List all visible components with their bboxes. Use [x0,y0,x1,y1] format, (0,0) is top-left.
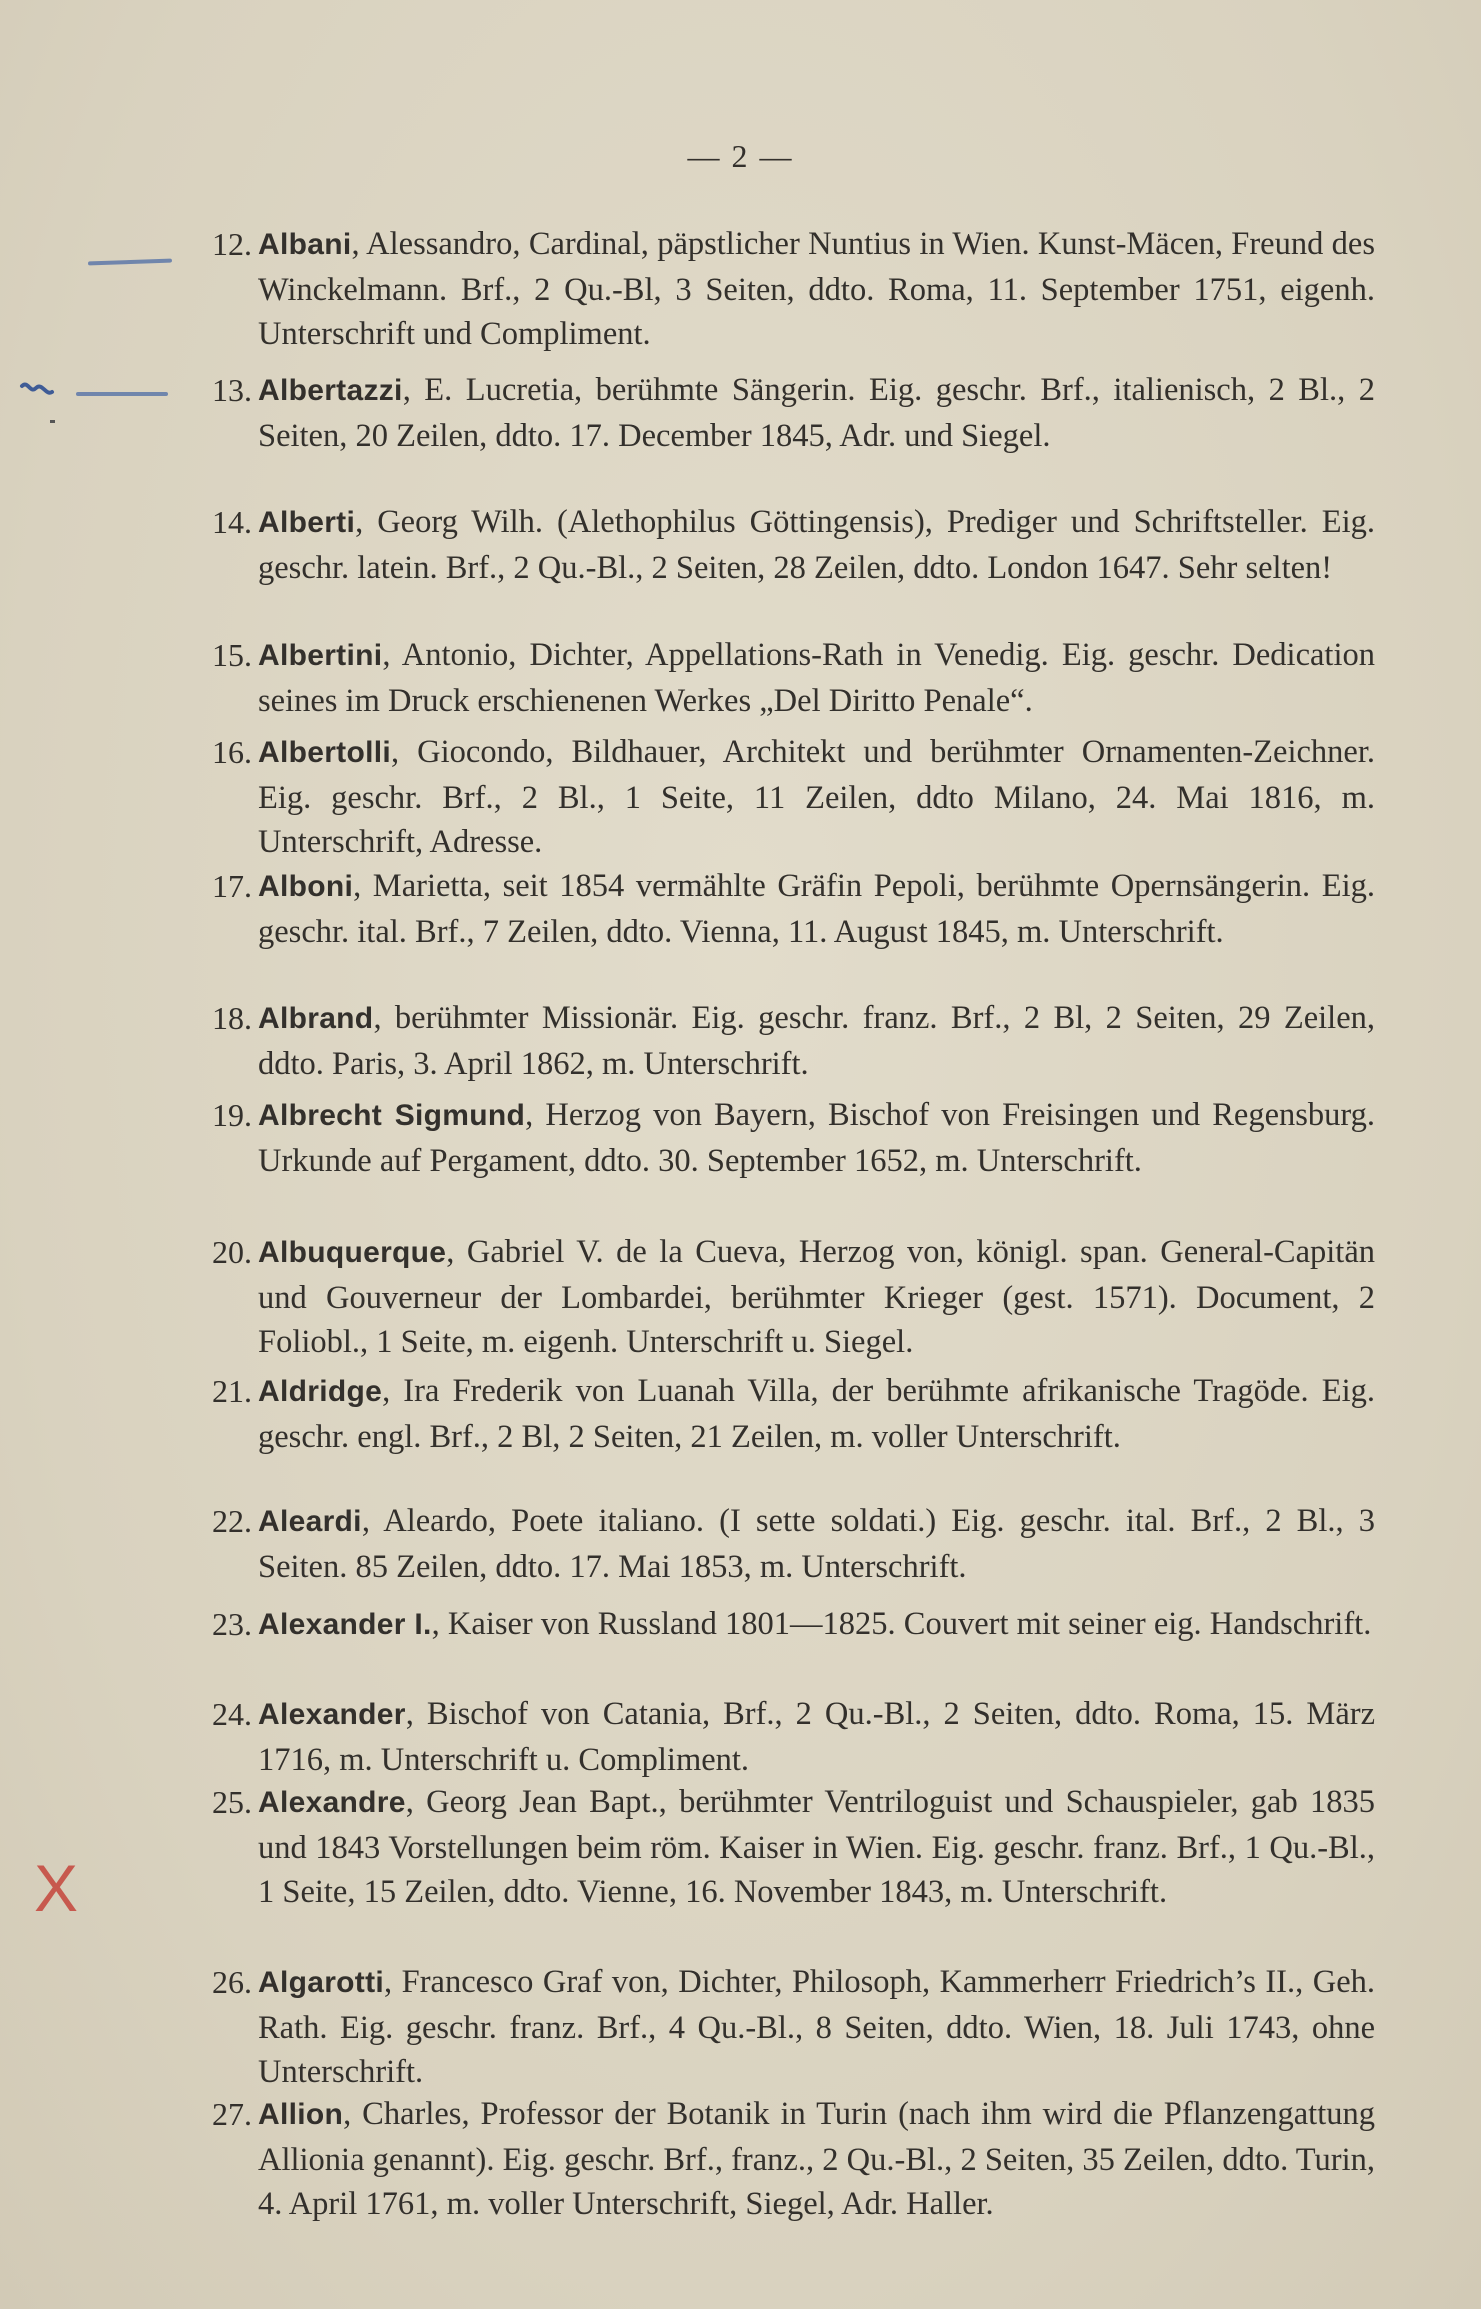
entry-text [258,730,1375,865]
entry-text [258,500,1375,590]
entry-name: Alexander I. [258,1608,432,1641]
entry-number: 17. [212,868,252,904]
entry-description: , Antonio, Dichter, Appellations-Rath in Venedig. Eig. geschr. Dedication seines im Druck erschienenen Werkes „Del Diritto Penale“. [258,637,1375,719]
entry-name: Alexander [258,1698,406,1731]
entry-name: Aldridge [258,1375,383,1408]
entry-name: Aleardi [258,1505,362,1538]
entry-name: Albertazzi [258,374,403,407]
entry-text [258,1499,1375,1589]
entry-name: Alexandre [258,1786,406,1819]
entry-name: Albertolli [258,736,392,769]
entry-text [258,2092,1375,2227]
entry-description: , Aleardo, Poete italiano. (I sette soldati.) Eig. geschr. ital. Brf., 2 Bl., 3 Seiten. 85 Zeilen, ddto. 17. Mai 1853, m. Unterschrift. [258,1503,1375,1585]
entry-number: 25. [212,1784,252,1820]
entry-text [258,1780,1375,1915]
entry-description: , Alessandro, Cardinal, päpstlicher Nuntius in Wien. Kunst-Mäcen, Freund des Winckelmann. Brf., 2 Qu.-Bl, 3 Seiten, ddto. Roma, 11. September 1751, eigenh. Unterschrift und Compliment. [258,226,1375,352]
entry-description: , E. Lucretia, berühmte Sängerin. Eig. geschr. Brf., italienisch, 2 Bl., 2 Seiten, 20 Zeilen, ddto. 17. December 1845, Adr. und Siegel. [258,372,1375,454]
entry-text [258,1692,1375,1782]
entry-text [258,633,1375,723]
entry-name: Albertini [258,639,383,672]
entry-number: 12. [212,226,252,262]
entry-number: 21. [212,1373,252,1409]
entry-description: , Francesco Graf von, Dichter, Philosoph, Kammerherr Friedrich’s II., Geh. Rath. Eig. geschr. franz. Brf., 4 Qu.-Bl., 8 Seiten, ddto. Wien, 18. Juli 1743, ohne Unterschrift. [258,1964,1375,2090]
entry-description: , Herzog von Bayern, Bischof von Freisingen und Regensburg. Urkunde auf Pergament, ddto. 30. September 1652, m. Unterschrift. [258,1097,1376,1179]
entry-name: Algarotti [258,1966,385,1999]
entry-number: 16. [212,734,252,770]
entry-text [258,1369,1375,1459]
entry-name: Allion [258,2098,344,2131]
entry-description: , Bischof von Catania, Brf., 2 Qu.-Bl., 2 Seiten, ddto. Roma, 15. März 1716, m. Unterschrift u. Compliment. [258,1696,1375,1778]
pencil-mark-12 [88,259,172,266]
page-number: — 2 — [687,138,794,174]
entry-description: , Kaiser von Russland 1801—1825. Couvert mit seiner eig. Handschrift. [431,1606,1372,1642]
entry-text [258,996,1375,1086]
entry-description: , Giocondo, Bildhauer, Architekt und berühmter Ornamenten-Zeichner. Eig. geschr. Brf., 2 Bl., 1 Seite, 11 Zeilen, ddto Milano, 24. Mai 1816, m. Unterschrift, Adresse. [258,734,1375,860]
entry-text [258,1230,1375,1365]
entry-number: 15. [212,637,252,673]
entry-name: Albani [258,228,352,261]
entry-description: , Ira Frederik von Luanah Villa, der berühmte afrikanische Tragöde. Eig. geschr. engl. Brf., 2 Bl, 2 Seiten, 21 Zeilen, m. voller Unterschrift. [258,1373,1375,1455]
entry-name: Alberti [258,506,356,539]
pencil-tick-13 [18,376,58,411]
entry-text [258,222,1375,357]
entry-description: , Georg Jean Bapt., berühmter Ventriloguist und Schauspieler, gab 1835 und 1843 Vorstellungen beim röm. Kaiser in Wien. Eig. geschr. franz. Brf., 1 Qu.-Bl., 1 Seite, 15 Zeilen, ddto. Vienne, 16. November 1843, m. Unterschrift. [258,1784,1375,1910]
entry-name: Albrecht Sigmund [258,1099,526,1132]
entry-text [258,368,1375,458]
entry-text [258,864,1375,954]
red-x-mark: X [34,1851,79,1925]
pencil-mark-13 [76,392,168,396]
entry-description: , Charles, Professor der Botanik in Turin (nach ihm wird die Pflanzengattung Allionia genannt). Eig. geschr. Brf., franz., 2 Qu.-Bl., 2 Seiten, 35 Zeilen, ddto. Turin, 4. April 1761, m. voller Unterschrift, Siegel, Adr. Haller. [258,2096,1375,2222]
entry-number: 23. [212,1606,252,1642]
pencil-dot [50,420,55,423]
entry-number: 27. [212,2096,252,2132]
entry-description: , Gabriel V. de la Cueva, Herzog von, königl. span. General-Capitän und Gouverneur der Lombardei, berühmter Krieger (gest. 1571). Document, 2 Foliobl., 1 Seite, m. eigenh. Unterschrift u. Siegel. [258,1234,1375,1360]
entry-number: 19. [212,1097,252,1133]
entry-description: , Georg Wilh. (Alethophilus Göttingensis), Prediger und Schriftsteller. Eig. geschr. latein. Brf., 2 Qu.-Bl., 2 Seiten, 28 Zeilen, ddto. London 1647. Sehr selten! [258,504,1375,586]
entry-number: 14. [212,504,252,540]
entry-number: 13. [212,372,252,408]
entry-description: , berühmter Missionär. Eig. geschr. franz. Brf., 2 Bl, 2 Seiten, 29 Zeilen, ddto. Paris, 3. April 1862, m. Unterschrift. [258,1000,1375,1082]
entry-number: 26. [212,1964,252,2000]
entry-text [258,1602,1375,1648]
entry-number: 24. [212,1696,252,1732]
entry-name: Albuquerque [258,1236,447,1269]
entry-name: Albrand [258,1002,374,1035]
entry-name: Alboni [258,870,354,903]
entry-text [258,1960,1375,2095]
entry-number: 22. [212,1503,252,1539]
entry-text [258,1093,1375,1183]
entry-number: 18. [212,1000,252,1036]
entry-number: 20. [212,1234,252,1270]
entry-description: , Marietta, seit 1854 vermählte Gräfin Pepoli, berühmte Opernsängerin. Eig. geschr. ital. Brf., 7 Zeilen, ddto. Vienna, 11. August 1845, m. Unterschrift. [258,868,1375,950]
